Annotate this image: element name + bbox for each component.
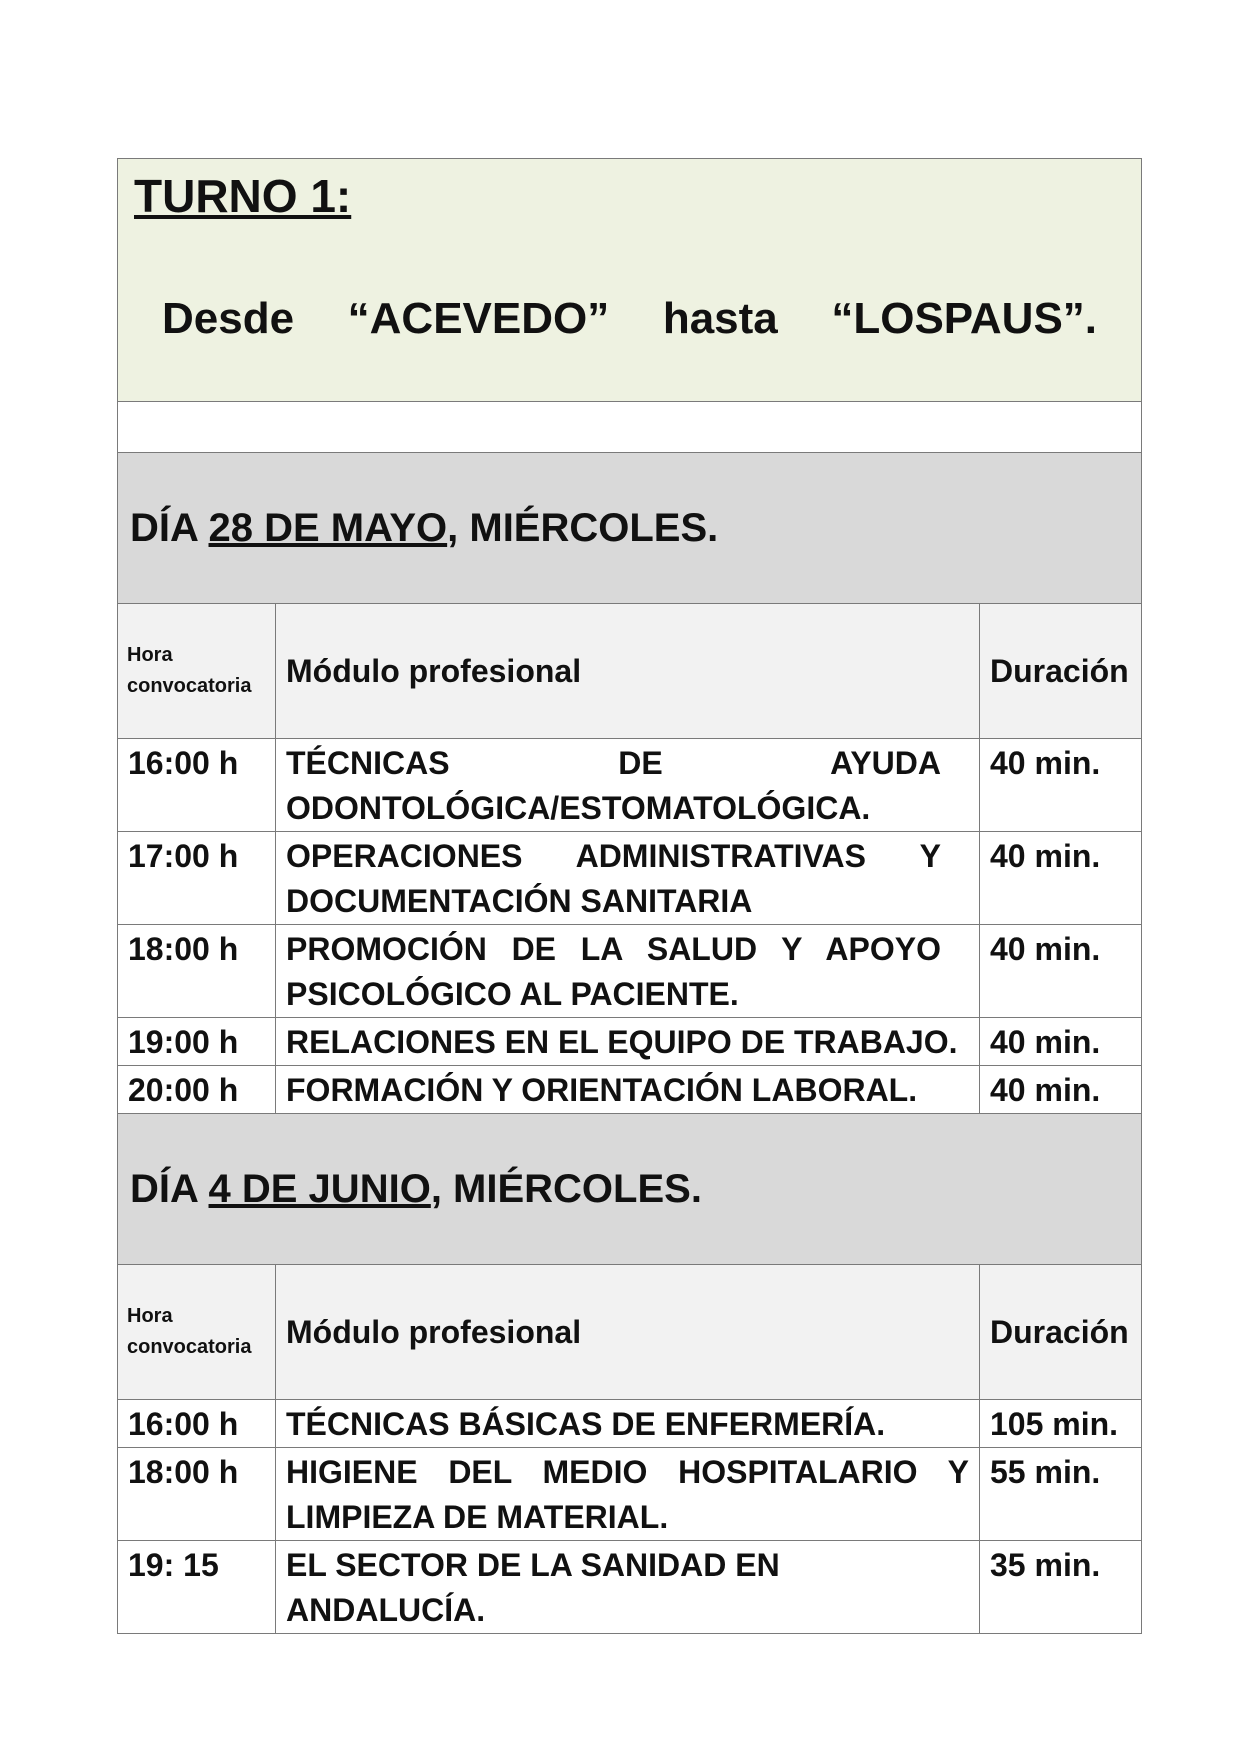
schedule-sheet [117, 158, 1141, 1634]
cell-modulo: OPERACIONES ADMINISTRATIVAS Y DOCUMENTACIÓN SANITARIA [276, 832, 980, 925]
column-header-hora: Hora convocatoria [118, 604, 276, 739]
table-row [118, 1018, 1142, 1066]
range-desde: Desde [162, 294, 295, 343]
cell-duracion: 40 min. [980, 739, 1142, 832]
cell-modulo: FORMACIÓN Y ORIENTACIÓN LABORAL. [276, 1066, 980, 1114]
day-header-row [118, 1114, 1142, 1265]
table-row [118, 739, 1142, 832]
day-prefix: DÍA [130, 1166, 209, 1211]
day-suffix: , MIÉRCOLES. [447, 505, 719, 550]
table-row [118, 925, 1142, 1018]
cell-modulo: TÉCNICAS DE AYUDA ODONTOLÓGICA/ESTOMATOLÓGICA. [276, 739, 980, 832]
column-header-modulo: Módulo profesional [276, 604, 980, 739]
cell-hora: 16:00 h [118, 739, 276, 832]
exam-schedule-table [117, 158, 1142, 1634]
range-hasta: hasta [662, 294, 778, 343]
column-header-modulo: Módulo profesional [276, 1265, 980, 1400]
table-row [118, 832, 1142, 925]
spacer-row [118, 402, 1142, 453]
table-row [118, 1448, 1142, 1541]
turno-header-row [118, 159, 1142, 402]
cell-duracion: 40 min. [980, 1066, 1142, 1114]
day-prefix: DÍA [130, 505, 209, 550]
day-suffix: , MIÉRCOLES. [430, 1166, 702, 1211]
cell-hora: 20:00 h [118, 1066, 276, 1114]
day-date: 28 DE MAYO [208, 505, 448, 550]
cell-hora: 19: 15 [118, 1541, 276, 1634]
range-from: “ACEVEDO” [347, 294, 610, 343]
turno-header-cell [118, 159, 1142, 402]
cell-duracion: 105 min. [980, 1400, 1142, 1448]
cell-modulo: HIGIENE DEL MEDIO HOSPITALARIO Y LIMPIEZA DE MATERIAL. [276, 1448, 980, 1541]
cell-hora: 17:00 h [118, 832, 276, 925]
table-row [118, 1400, 1142, 1448]
cell-modulo: TÉCNICAS BÁSICAS DE ENFERMERÍA. [276, 1400, 980, 1448]
table-row [118, 1066, 1142, 1114]
cell-modulo: PROMOCIÓN DE LA SALUD Y APOYO PSICOLÓGICO AL PACIENTE. [276, 925, 980, 1018]
cell-hora: 16:00 h [118, 1400, 276, 1448]
range-to: “LOSPAUS”. [831, 294, 1098, 343]
day-header-row [118, 453, 1142, 604]
cell-modulo: EL SECTOR DE LA SANIDAD EN ANDALUCÍA. [276, 1541, 980, 1634]
spacer-cell [118, 402, 1142, 453]
table-row [118, 1541, 1142, 1634]
cell-duracion: 55 min. [980, 1448, 1142, 1541]
column-header-row [118, 1265, 1142, 1400]
cell-duracion: 40 min. [980, 925, 1142, 1018]
column-header-row [118, 604, 1142, 739]
cell-modulo: RELACIONES EN EL EQUIPO DE TRABAJO. [276, 1018, 980, 1066]
cell-duracion: 40 min. [980, 832, 1142, 925]
column-header-hora: Hora convocatoria [118, 1265, 276, 1400]
cell-duracion: 35 min. [980, 1541, 1142, 1634]
turno-title: TURNO 1: [134, 170, 352, 222]
cell-hora: 18:00 h [118, 1448, 276, 1541]
day-header [118, 453, 1142, 604]
day-header [118, 1114, 1142, 1265]
cell-hora: 19:00 h [118, 1018, 276, 1066]
cell-duracion: 40 min. [980, 1018, 1142, 1066]
column-header-duracion: Duración [980, 1265, 1142, 1400]
day-date: 4 DE JUNIO [208, 1166, 431, 1211]
column-header-duracion: Duración [980, 604, 1142, 739]
turno-range [162, 294, 1097, 344]
cell-hora: 18:00 h [118, 925, 276, 1018]
